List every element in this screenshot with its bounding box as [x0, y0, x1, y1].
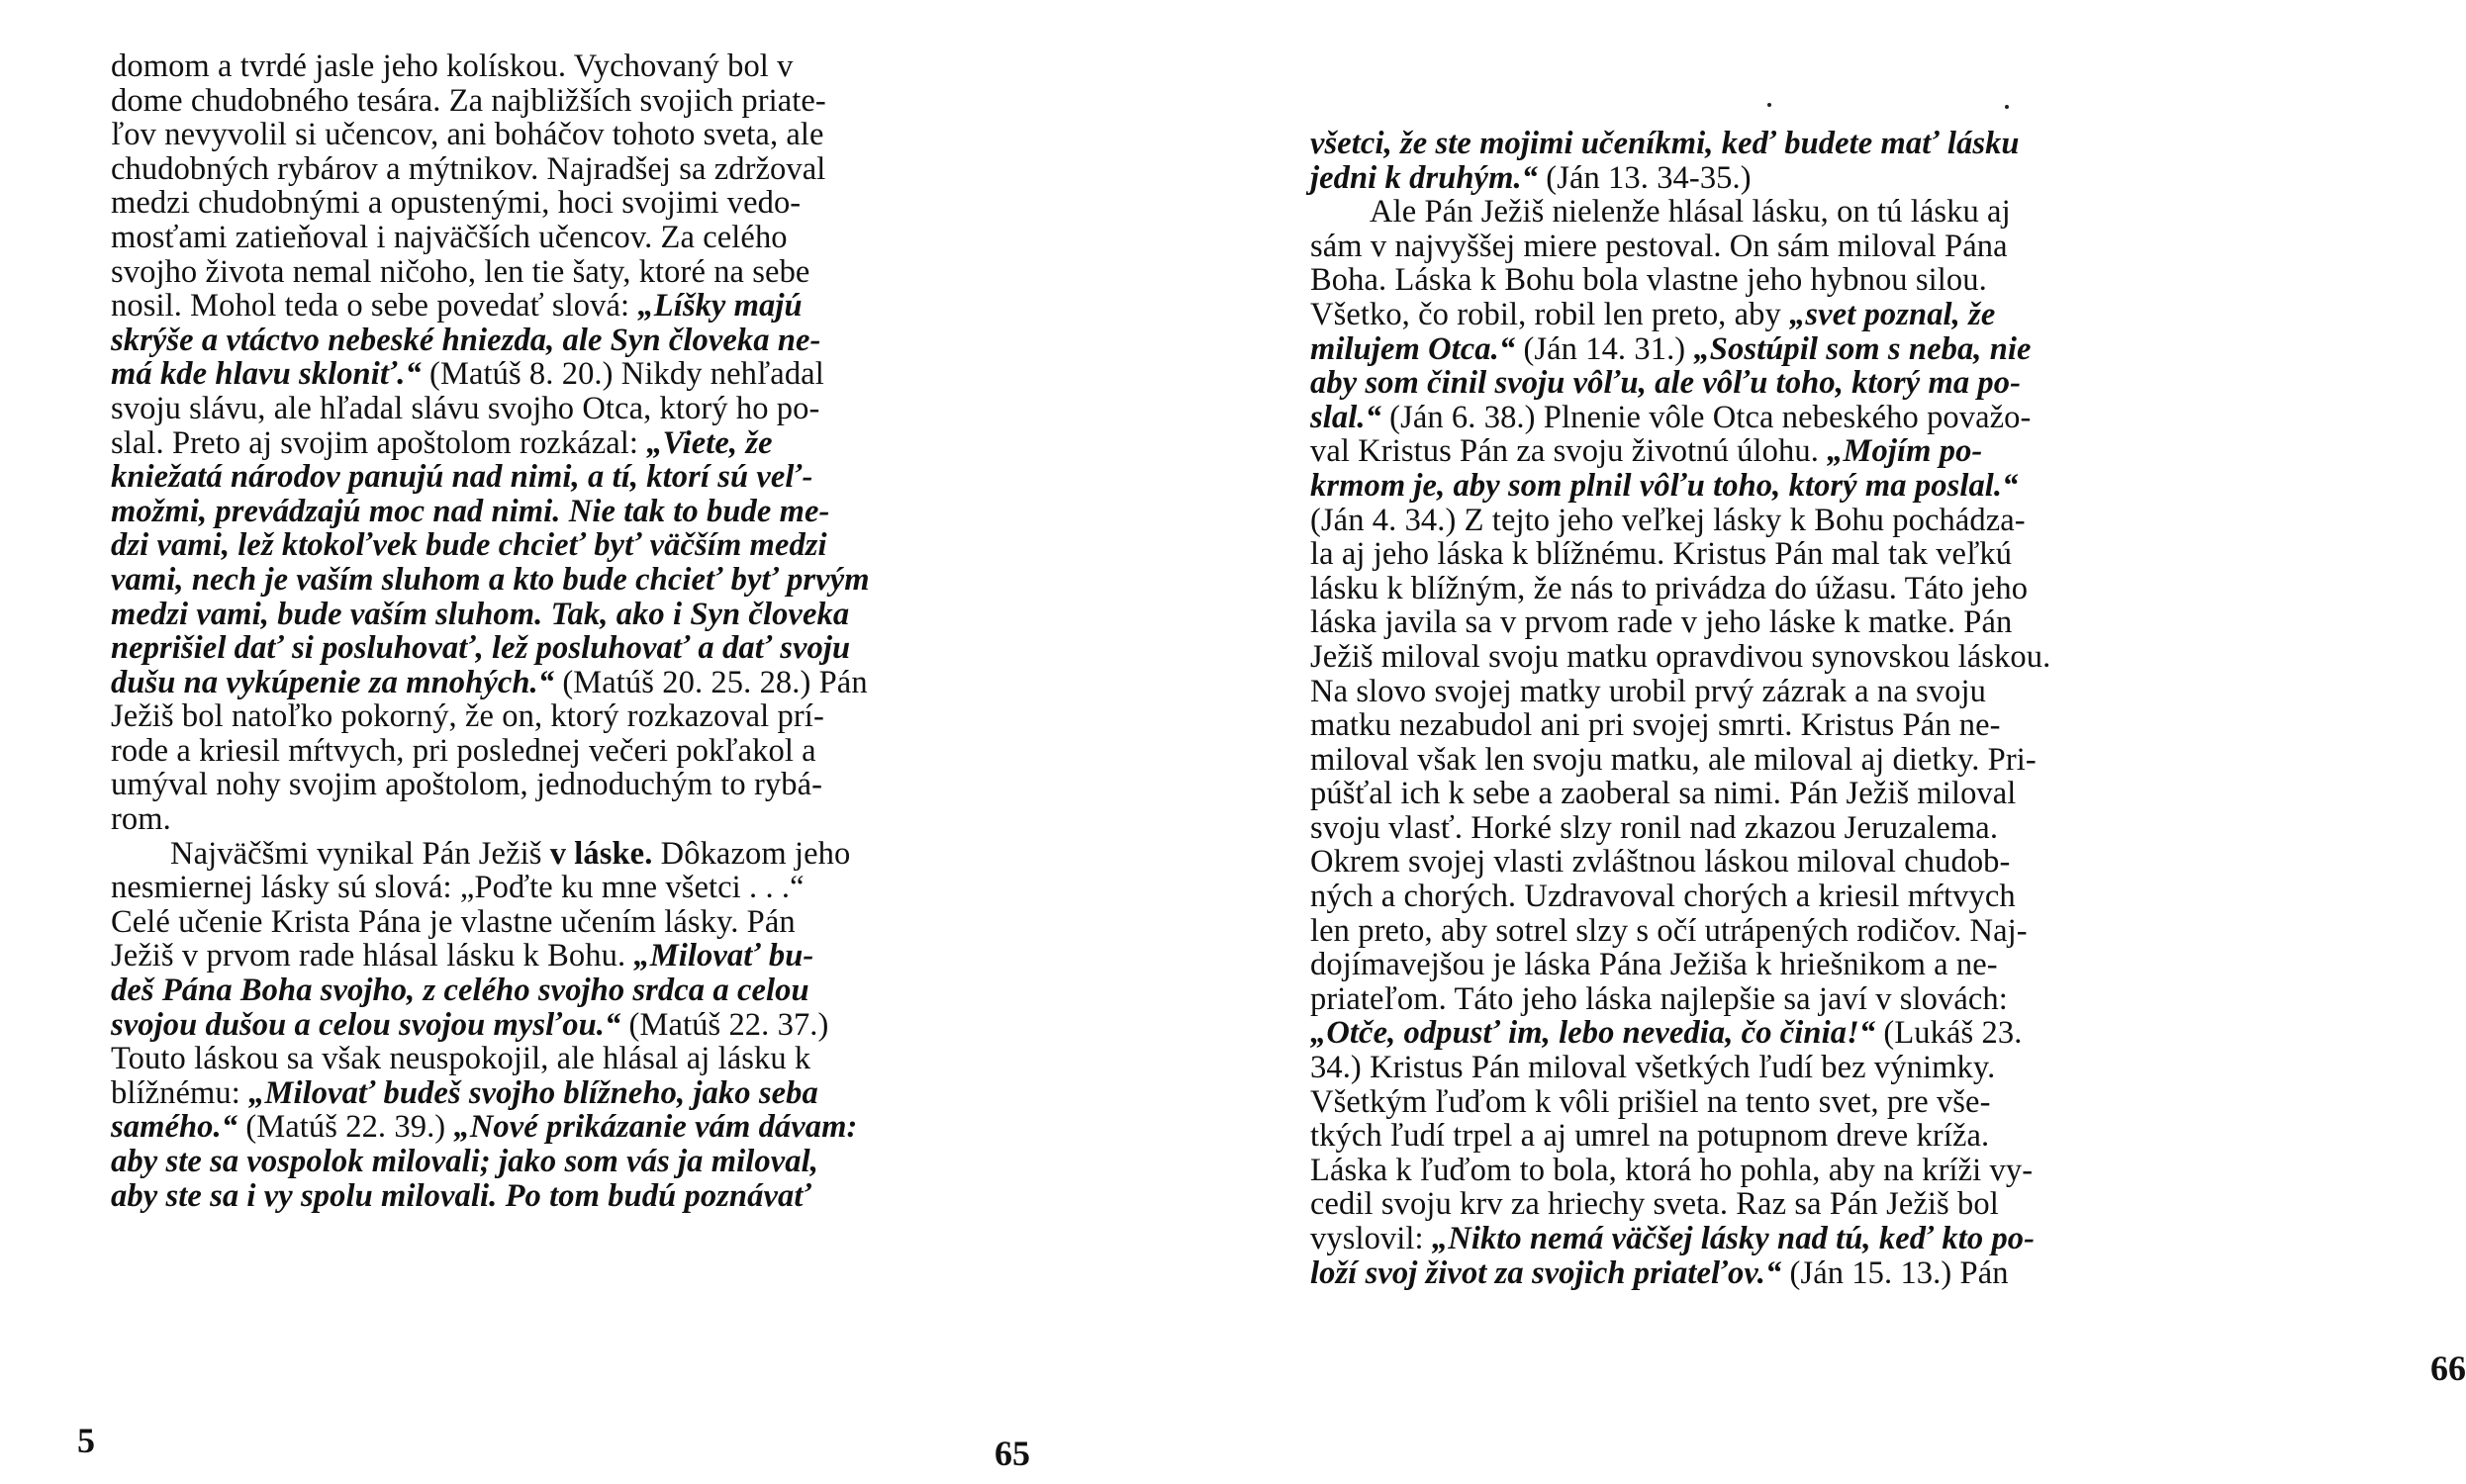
quote-segment: neprišiel dať si posluhovať, lež posluhovať a dať svoju [111, 630, 851, 667]
quote-segment: „Nové prikázanie vám dávam: [453, 1109, 858, 1146]
text-segment: (Matúš 20. 25. 28.) Pán [554, 664, 868, 700]
text-segment: Na slovo svojej matky urobil prvý zázrak a na svoju [1310, 673, 1986, 709]
text-line [1310, 605, 2272, 640]
text-line [111, 1110, 1063, 1145]
text-segment: 34.) Kristus Pán miloval všetkých ľudí bez výnimky. [1310, 1050, 1996, 1086]
text-line [1310, 708, 2272, 743]
text-line [111, 939, 1063, 974]
text-line [111, 1008, 1063, 1043]
text-line [111, 734, 1063, 769]
text-line [111, 974, 1063, 1008]
text-segment: domom a tvrdé jasle jeho kolískou. Vychovaný bol v [111, 48, 794, 84]
text-line [111, 871, 1063, 905]
text-segment: dome chudobného tesára. Za najbližších svojich priate- [111, 82, 826, 119]
quote-segment: milujem Otca.“ [1310, 330, 1516, 367]
text-line [1310, 1119, 2272, 1154]
text-segment: nesmiernej lásky sú slová: „Poďte ku mne všetci . . .“ [111, 870, 805, 906]
quote-segment: aby ste sa vospolok milovali; jako som vás ja miloval, [111, 1144, 818, 1179]
text-line [111, 49, 1063, 84]
text-segment: Boha. Láska k Bohu bola vlastne jeho hybnou silou. [1310, 262, 1987, 299]
right-page-text [1310, 127, 2272, 1290]
text-line [1310, 1016, 2272, 1051]
text-line [111, 426, 1063, 461]
quote-segment: aby ste sa i vy spolu milovali. Po tom budú poznávať [111, 1177, 811, 1214]
text-segment: rode a kriesil mŕtvych, pri poslednej večeri pokľakol a [111, 732, 816, 769]
text-segment: (Matúš 8. 20.) Nikdy nehľadal [421, 356, 824, 393]
text-line [1310, 469, 2272, 504]
text-line [111, 460, 1063, 495]
text-segment: Ježiš bol natoľko pokorný, že on, ktorý rozkazoval prí- [111, 698, 824, 735]
text-line [1310, 777, 2272, 811]
text-line [1310, 1222, 2272, 1256]
text-segment: la aj jeho láska k blížnému. Kristus Pán mal tak veľkú [1310, 536, 2013, 573]
text-segment: cedil svoju krv za hriechy sveta. Raz sa Pán Ježiš bol [1310, 1186, 1999, 1223]
text-line [1310, 537, 2272, 572]
text-line [111, 221, 1063, 255]
text-segment: medzi chudobnými a opustenými, hoci svojimi vedo- [111, 185, 802, 222]
quote-segment: „Milovať bu- [633, 938, 814, 974]
text-line [111, 392, 1063, 426]
text-line [1310, 1085, 2272, 1120]
text-segment: Všetko, čo robil, robil len preto, aby [1310, 296, 1790, 332]
text-line [111, 495, 1063, 529]
quote-segment: „Líšky majú [637, 288, 803, 325]
quote-segment: dušu na vykúpenie za mnohých.“ [111, 664, 555, 700]
text-line [1310, 1154, 2272, 1188]
page-number-right: 66 [2430, 1348, 2466, 1388]
quote-segment: „Sostúpil som s neba, nie [1693, 330, 2032, 367]
text-segment: ných a chorých. Uzdravoval chorých a kriesil mŕtvych [1310, 879, 2016, 915]
text-line [111, 255, 1063, 290]
quote-segment: „Otče, odpusť im, lebo nevedia, čo činia!“ [1310, 1015, 1876, 1052]
text-line [1310, 504, 2272, 538]
quote-segment: vami, nech je vaším sluhom a kto bude chcieť byť prvým [111, 561, 870, 598]
text-line [111, 631, 1063, 666]
text-segment: vyslovil: [1310, 1221, 1432, 1256]
text-segment: (Ján 4. 34.) Z tejto jeho veľkej lásky k Bohu pochádza- [1310, 502, 2026, 538]
text-line [1310, 640, 2272, 675]
quote-segment: všetci, že ste mojimi učeníkmi, keď budete mať lásku [1310, 126, 2020, 161]
text-segment: (Ján 14. 31.) [1515, 330, 1694, 367]
text-line [111, 324, 1063, 358]
text-segment: Dôkazom jeho [652, 835, 851, 872]
quote-segment: dzi vami, lež ktokoľvek bude chcieť byť väčším medzi [111, 527, 827, 564]
text-line [111, 84, 1063, 119]
text-line [1310, 1187, 2272, 1222]
text-segment: Ježiš v prvom rade hlásal lásku k Bohu. [111, 938, 634, 974]
text-segment: sám v najvyššej miere pestoval. On sám miloval Pána [1310, 228, 2008, 264]
text-line [1310, 743, 2272, 778]
text-line [111, 528, 1063, 563]
text-line [111, 598, 1063, 632]
quote-segment: loží svoj život za svojich priateľov.“ [1310, 1254, 1782, 1291]
quote-segment: medzi vami, bude vaším sluhom. Tak, ako i Syn človeka [111, 596, 850, 632]
text-segment: (Matúš 22. 37.) [620, 1006, 829, 1043]
text-segment: Láska k ľuďom to bola, ktorá ho pohla, aby na kríži vy- [1310, 1152, 2034, 1188]
text-line [111, 357, 1063, 392]
text-segment: blížnému: [111, 1074, 249, 1111]
text-segment: val Kristus Pán za svoju životnú úlohu. [1310, 433, 1828, 470]
left-page [0, 0, 1134, 1484]
quote-segment: „Nikto nemá väčšej lásky nad tú, keď kto po- [1431, 1221, 2036, 1256]
quote-segment: „Milovať budeš svojho blížneho, jako seba [248, 1074, 818, 1111]
quote-segment: skrýše a vtáctvo nebeské hniezda, ale Syn človeka ne- [111, 322, 821, 358]
text-line [1310, 1051, 2272, 1085]
text-segment: Touto láskou sa však neuspokojil, ale hlásal aj lásku k [111, 1041, 811, 1077]
text-segment: lásku k blížným, že nás to privádza do úžasu. Táto jeho [1310, 570, 2029, 606]
text-line [111, 1179, 1063, 1214]
quote-segment: deš Pána Boha svojho, z celého svojho srdca a celou [111, 973, 809, 1009]
text-segment: púšťal ich k sebe a zaoberal sa nimi. Pán Ježiš miloval [1310, 776, 2017, 812]
text-line [1310, 263, 2272, 298]
text-line [1310, 434, 2272, 469]
text-segment: (Lukáš 23. [1875, 1015, 2023, 1052]
text-segment: priateľom. Táto jeho láska najlepšie sa javí v slovách: [1310, 980, 2008, 1017]
text-line [1310, 401, 2272, 435]
quote-segment: aby som činil svoju vôľu, ale vôľu toho, ktorý ma po- [1310, 365, 2022, 402]
text-line [111, 1042, 1063, 1076]
text-segment: rom. [111, 801, 171, 838]
quote-segment: slal.“ [1310, 399, 1381, 435]
text-segment: svoju vlasť. Horké slzy ronil nad zkazou Jeruzalema. [1310, 809, 1999, 846]
text-segment: (Ján 6. 38.) Plnenie vôle Otca nebeského považo- [1380, 399, 2032, 435]
text-line [1310, 572, 2272, 606]
text-line [1310, 230, 2272, 264]
quote-segment: „Viete, že [646, 424, 773, 461]
text-segment: dojímavejšou je láska Pána Ježiša k hriešnikom a ne- [1310, 947, 1998, 983]
text-line [1310, 298, 2272, 332]
text-line [1310, 845, 2272, 880]
text-segment: len preto, aby sotrel slzy s očí utrápených rodičov. Naj- [1310, 912, 2028, 949]
bold-segment: v láske. [549, 835, 653, 872]
text-segment: Najväčšmi vynikal Pán Ježiš [170, 835, 550, 872]
text-line [111, 768, 1063, 802]
text-line [1310, 161, 2272, 196]
text-segment: miloval však len svoju matku, ale miloval aj dietky. Pri- [1310, 741, 2037, 778]
text-line [111, 837, 1063, 872]
text-line [1310, 675, 2272, 709]
text-line [1310, 914, 2272, 949]
text-line [1310, 811, 2272, 846]
text-segment: svoju slávu, ale hľadal slávu svojho Otca, ktorý ho po- [111, 390, 820, 426]
text-segment: Okrem svojej vlasti zvláštnou láskou miloval chudob- [1310, 844, 2011, 881]
text-segment: láska javila sa v prvom rade v jeho láske k matke. Pán [1310, 604, 2013, 641]
text-line [111, 666, 1063, 700]
quote-segment: „svet poznal, že [1789, 296, 1996, 332]
text-segment: (Ján 13. 34-35.) [1538, 159, 1752, 196]
text-segment: mosťami zatieňoval i najväčších učencov. Za celého [111, 219, 788, 255]
text-line [111, 1145, 1063, 1179]
text-segment: (Matúš 22. 39.) [237, 1109, 454, 1146]
text-segment: matku nezabudol ani pri svojej smrti. Kristus Pán ne- [1310, 707, 2001, 744]
left-page-text [111, 49, 1063, 1213]
print-speck [1767, 103, 1771, 107]
text-segment: Celé učenie Krista Pána je vlastne učením lásky. Pán [111, 903, 796, 940]
quote-segment: má kde hlavu skloniť.“ [111, 356, 422, 393]
text-line [1310, 880, 2272, 914]
text-line [1310, 982, 2272, 1017]
quote-segment: „Mojím po- [1827, 433, 1983, 470]
quote-segment: samého.“ [111, 1109, 238, 1146]
text-line [1310, 948, 2272, 982]
text-segment: svojho života nemal ničoho, len tie šaty, ktoré na sebe [111, 253, 810, 290]
text-segment: Ale Pán Ježiš nielenže hlásal lásku, on tú lásku aj [1370, 194, 2011, 231]
quote-segment: kniežatá národov panujú nad nimi, a tí, ktorí sú veľ- [111, 459, 813, 496]
text-line [111, 699, 1063, 734]
text-line [1310, 366, 2272, 401]
text-line [1310, 127, 2272, 161]
page-number-edge: 5 [77, 1421, 95, 1460]
text-line [111, 152, 1063, 187]
text-segment: chudobných rybárov a mýtnikov. Najradšej sa zdržoval [111, 150, 826, 187]
page-number-left: 65 [995, 1434, 1030, 1473]
print-speck [2005, 105, 2009, 109]
quote-segment: krmom je, aby som plnil vôľu toho, ktorý ma poslal.“ [1310, 467, 2019, 504]
text-segment: tkých ľudí trpel a aj umrel na potupnom dreve kríža. [1310, 1118, 1990, 1155]
right-page [1134, 0, 2466, 1484]
text-line [1310, 332, 2272, 367]
text-segment: Všetkým ľuďom k vôli prišiel na tento svet, pre vše- [1310, 1083, 1991, 1120]
text-segment: Ježiš miloval svoju matku opravdivou synovskou láskou. [1310, 638, 2051, 675]
text-segment: nosil. Mohol teda o sebe povedať slová: [111, 288, 638, 325]
text-line [111, 186, 1063, 221]
text-line [111, 1076, 1063, 1111]
text-line [111, 289, 1063, 324]
quote-segment: možmi, prevádzajú moc nad nimi. Nie tak to bude me- [111, 493, 830, 529]
text-segment: umýval nohy svojim apoštolom, jednoduchým to rybá- [111, 767, 823, 803]
quote-segment: svojou dušou a celou svojou mysľou.“ [111, 1006, 621, 1043]
text-segment: slal. Preto aj svojim apoštolom rozkázal: [111, 424, 647, 461]
text-line [111, 118, 1063, 152]
text-line [111, 563, 1063, 598]
text-line [111, 802, 1063, 837]
text-line [1310, 1256, 2272, 1291]
quote-segment: jedni k druhým.“ [1310, 159, 1539, 196]
text-line [1310, 195, 2272, 230]
text-segment: ľov nevyvolil si učencov, ani boháčov tohoto sveta, ale [111, 117, 824, 153]
text-line [111, 905, 1063, 940]
text-segment: (Ján 15. 13.) Pán [1781, 1254, 2009, 1291]
